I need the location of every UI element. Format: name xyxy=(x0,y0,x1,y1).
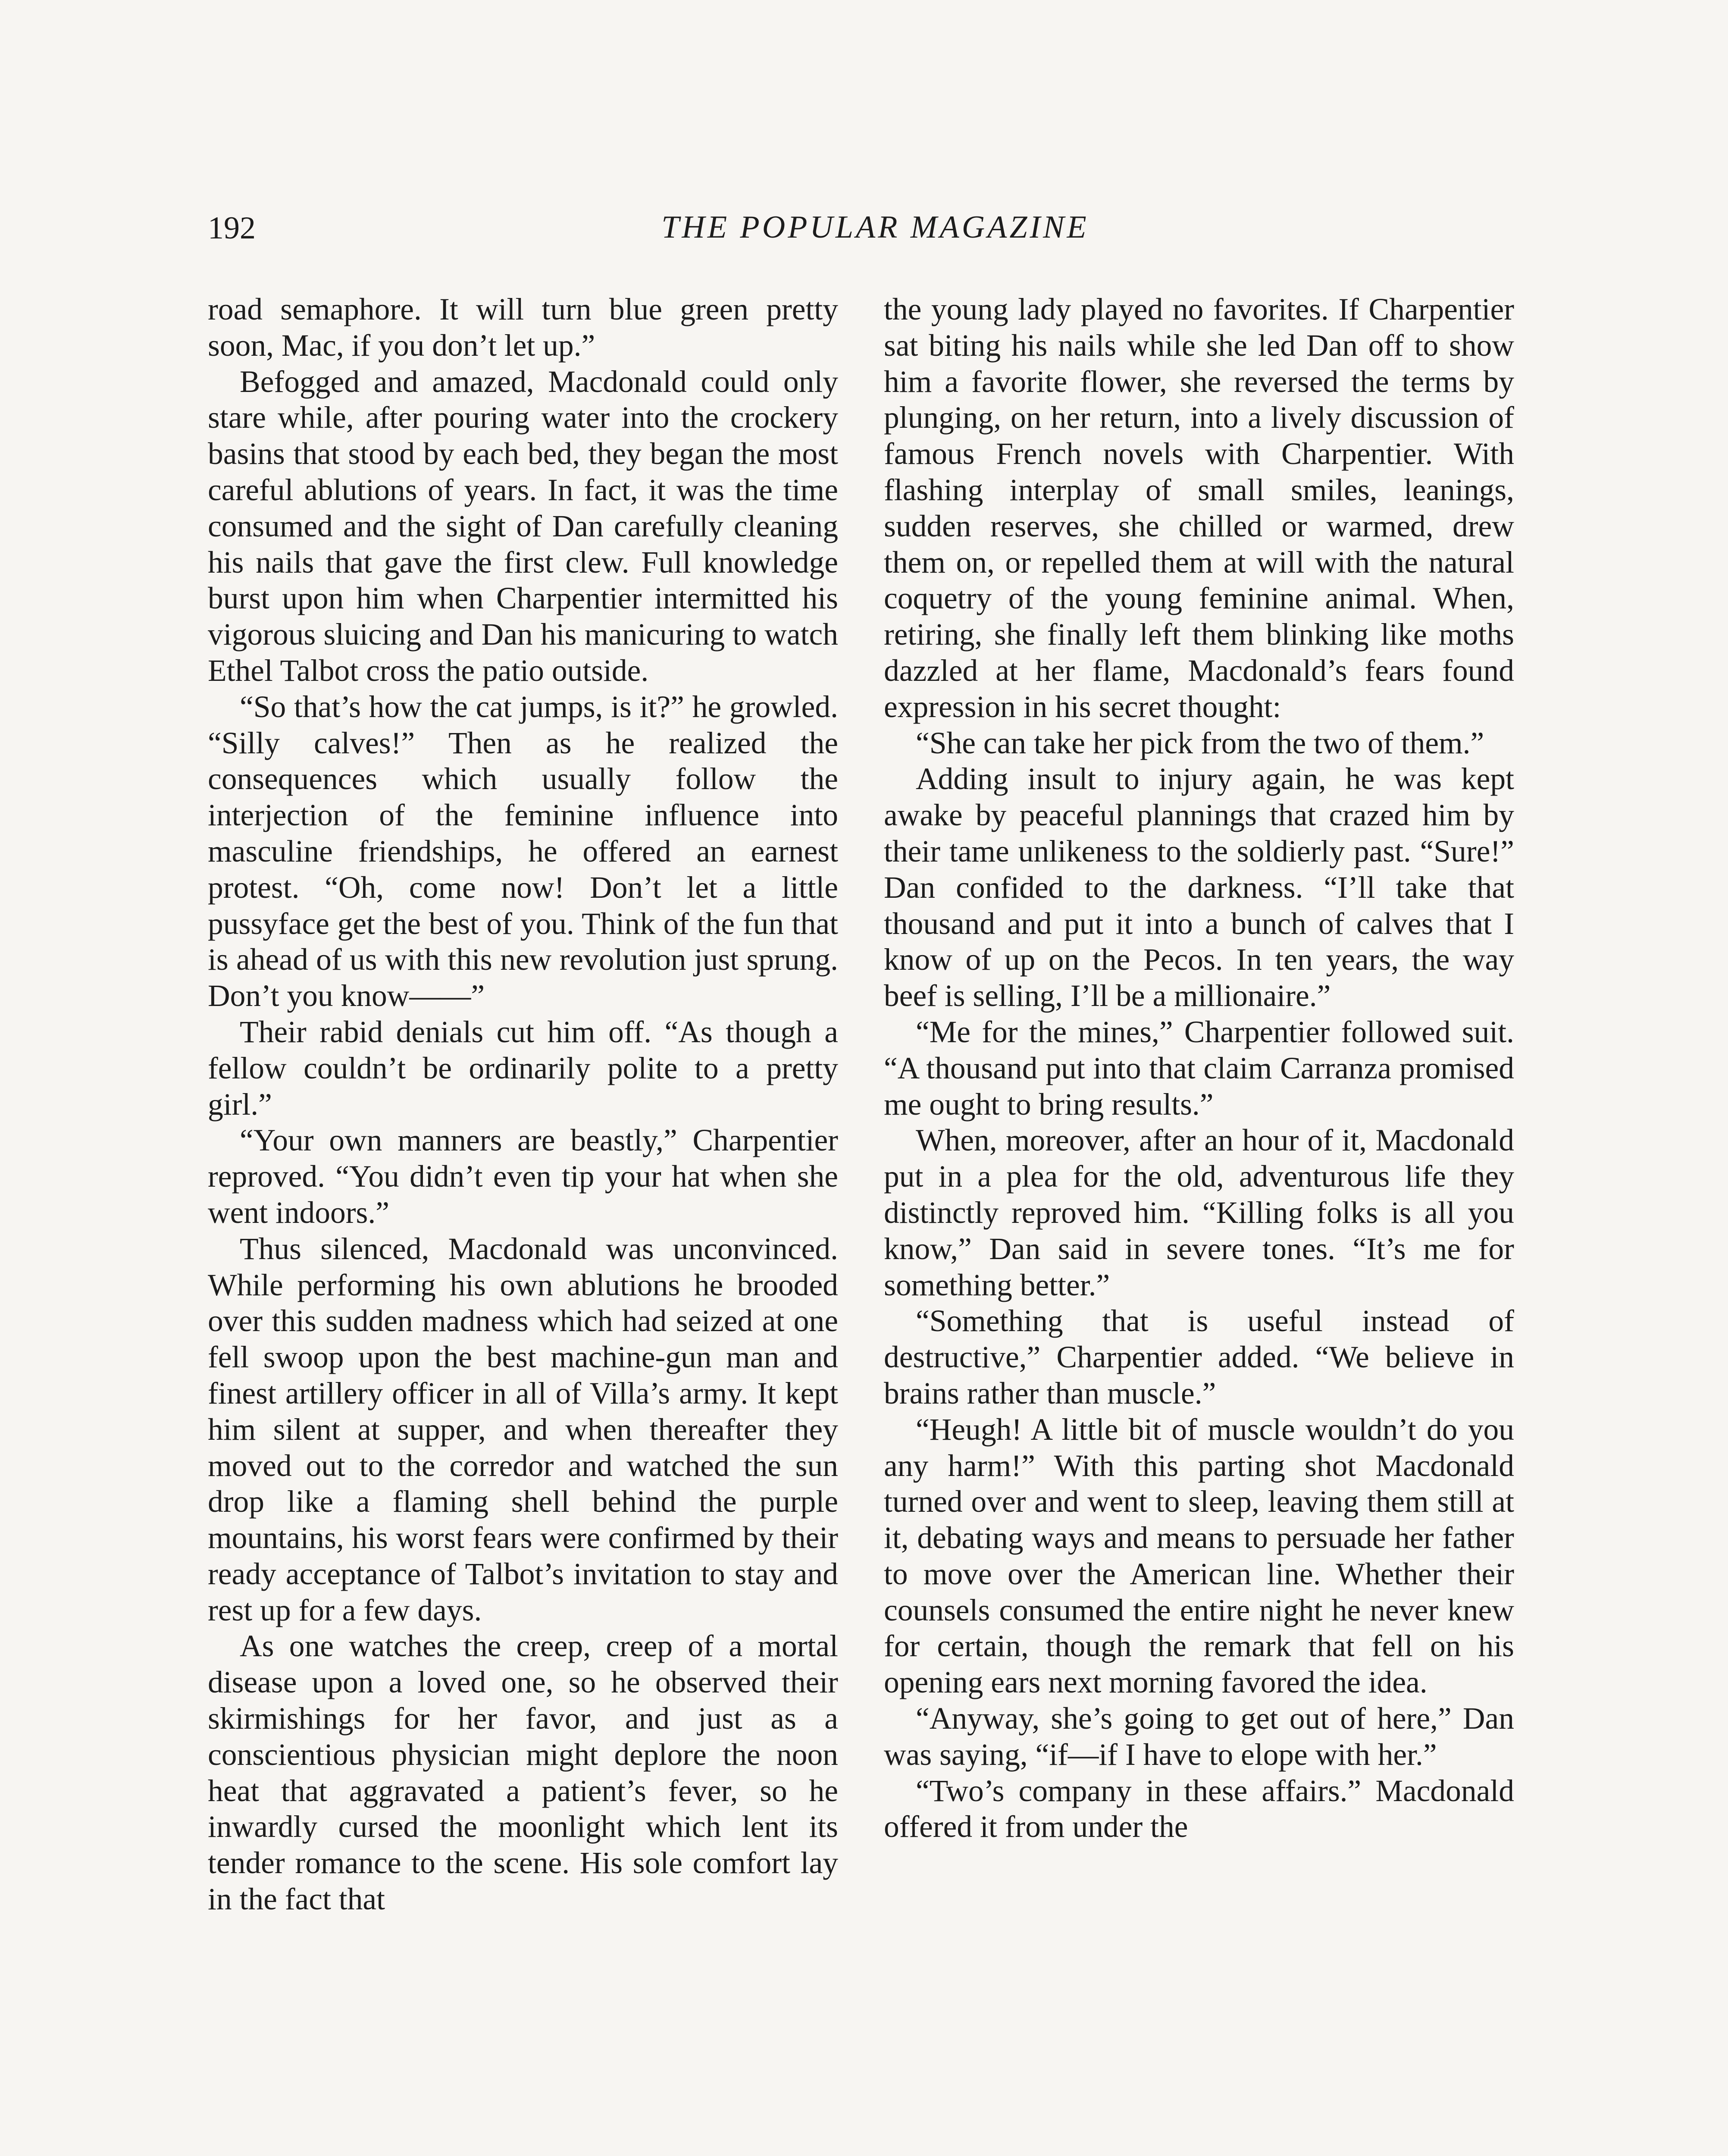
paragraph: “She can take her pick from the two of them.” xyxy=(916,726,1484,760)
page-number: 192 xyxy=(208,210,256,246)
left-column xyxy=(208,291,838,1918)
paragraph: Befogged and amazed, Macdonald could only stare while, after pouring water into the crockery basins that stood by each bed, they began the most careful ablutions of years. In fact, it was the time consumed and the sight of Dan carefully cleaning his nails that gave the first clew. Full knowledge burst upon him when Charpentier intermitted his vigorous sluicing and Dan his manicuring to watch Ethel Talbot cross the patio outside. xyxy=(208,364,838,688)
paragraph: road semaphore. It will turn blue green pretty soon, Mac, if you don’t let up.” xyxy=(208,292,838,363)
paragraph: the young lady played no favorites. If Charpentier sat biting his nails while she led Dan off to show him a favorite flower, she reversed the terms by plunging, on her return, into a lively discussion of famous French novels with Charpentier. With flashing interplay of small smiles, leanings, sudden reserves, she chilled or warmed, drew them on, or repelled them at will with the natural coquetry of the young feminine animal. When, retiring, she finally left them blinking like moths dazzled at her flame, Macdonald’s fears found expression in his secret thought: xyxy=(884,292,1514,724)
paragraph: Thus silenced, Macdonald was unconvinced. While performing his own ablutions he brooded over this sudden madness which had seized at one fell swoop upon the best machine-gun man and finest artillery officer in all of Villa’s army. It kept him silent at supper, and when thereafter they moved out to the corredor and watched the sun drop like a flaming shell behind the purple mountains, his worst fears were confirmed by their ready acceptance of Talbot’s invitation to stay and rest up for a few days. xyxy=(208,1232,838,1627)
paragraph: When, moreover, after an hour of it, Macdonald put in a plea for the old, adventurous life they distinctly reproved him. “Killing folks is all you know,” Dan said in severe tones. “It’s me for something better.” xyxy=(884,1123,1514,1302)
running-head: THE POPULAR MAGAZINE xyxy=(661,210,1089,245)
paragraph: “Your own manners are beastly,” Charpentier reproved. “You didn’t even tip your hat when she went indoors.” xyxy=(208,1123,838,1230)
paragraph: Adding insult to injury again, he was kept awake by peaceful plannings that crazed him by their tame unlikeness to the soldierly past. “Sure!” Dan confided to the darkness. “I’ll take that thousand and put it into a bunch of calves that I know of up on the Pecos. In ten years, the way beef is selling, I’ll be a millionaire.” xyxy=(884,762,1514,1013)
paragraph: “Heugh! A little bit of muscle wouldn’t do you any harm!” With this parting shot Macdonald turned over and went to sleep, leaving them still at it, debating ways and means to persuade her father to move over the American line. Whether their counsels consumed the entire night he never knew for certain, though the remark that fell on his opening ears next morning favored the idea. xyxy=(884,1412,1514,1700)
paragraph: As one watches the creep, creep of a mortal disease upon a loved one, so he observed their skirmishings for her favor, and just as a conscientious physician might deplore the noon heat that aggravated a patient’s fever, so he inwardly cursed the moonlight which lent its tender romance to the scene. His sole comfort lay in the fact that xyxy=(208,1629,838,1917)
paragraph: “Two’s company in these affairs.” Macdonald offered it from under the xyxy=(884,1774,1514,1844)
paragraph: “So that’s how the cat jumps, is it?” he growled. “Silly calves!” Then as he realized the consequences which usually follow the interjection of the feminine influence into masculine friendships, he offered an earnest protest. “Oh, come now! Don’t let a little pussyface get the best of you. Think of the fun that is ahead of us with this new revolution just sprung. Don’t you know——” xyxy=(208,689,838,1013)
paragraph: “Anyway, she’s going to get out of here,” Dan was saying, “if—if I have to elope with her.” xyxy=(884,1702,1514,1772)
paragraph: Their rabid denials cut him off. “As though a fellow couldn’t be ordinarily polite to a pretty girl.” xyxy=(208,1015,838,1122)
paragraph: “Something that is useful instead of destructive,” Charpentier added. “We believe in brains rather than muscle.” xyxy=(884,1304,1514,1410)
right-column xyxy=(884,291,1514,1845)
paragraph: “Me for the mines,” Charpentier followed suit. “A thousand put into that claim Carranza promised me ought to bring results.” xyxy=(884,1015,1514,1122)
